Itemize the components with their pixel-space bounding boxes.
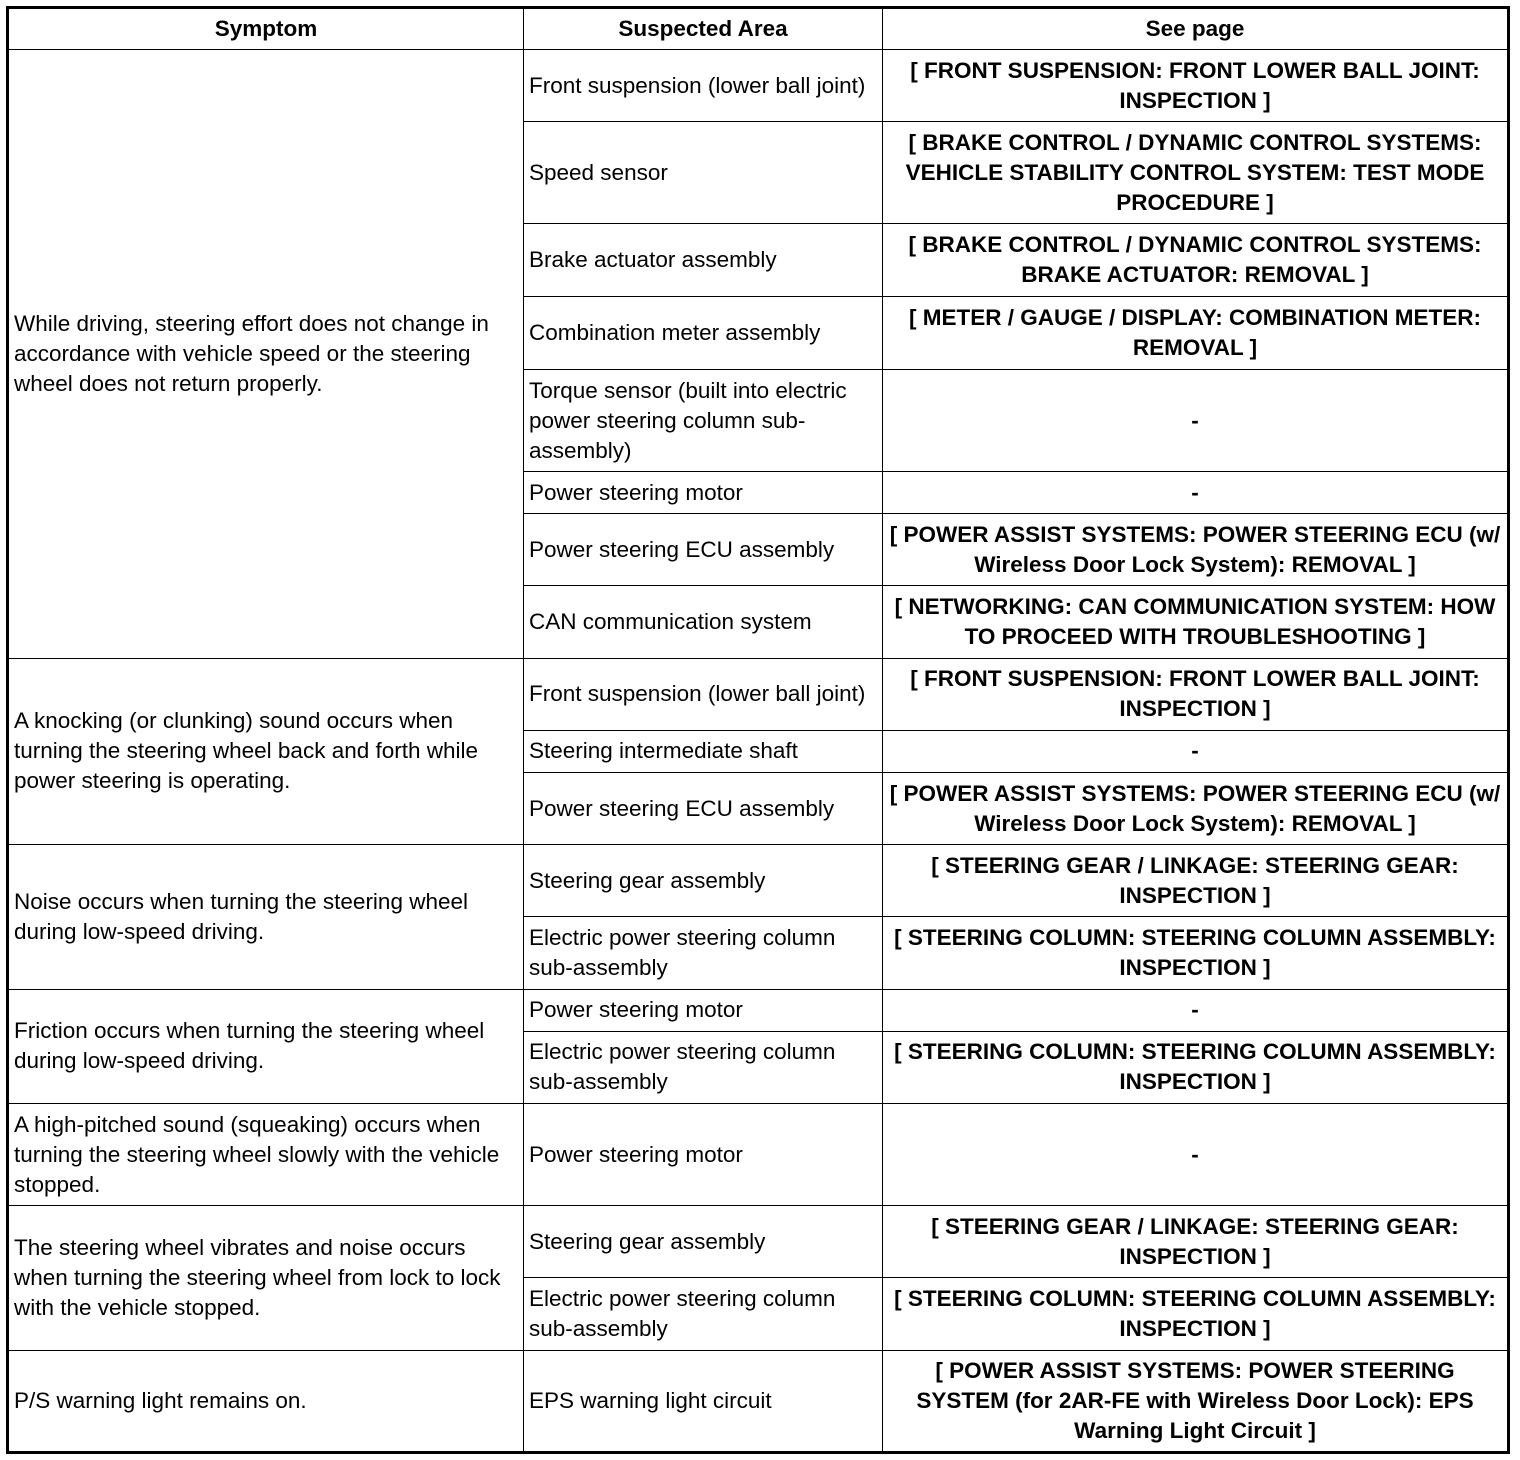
suspected-area-cell: Power steering motor (524, 472, 883, 514)
see-page-cell: - (883, 989, 1509, 1031)
suspected-area-cell: Front suspension (lower ball joint) (524, 658, 883, 730)
see-page-cell: [ STEERING GEAR / LINKAGE: STEERING GEAR: INSPECTION ] (883, 845, 1509, 917)
see-page-cell: [ POWER ASSIST SYSTEMS: POWER STEERING SYSTEM (for 2AR-FE with Wireless Door Lock): EPS Warning Light Circuit ] (883, 1350, 1509, 1452)
suspected-area-cell: Combination meter assembly (524, 296, 883, 369)
suspected-area-cell: Power steering motor (524, 989, 883, 1031)
suspected-area-cell: Speed sensor (524, 122, 883, 224)
symptom-cell: Noise occurs when turning the steering wheel during low-speed driving. (8, 845, 524, 989)
header-see-page: See page (883, 8, 1509, 50)
suspected-area-cell: Power steering ECU assembly (524, 773, 883, 845)
table-row (8, 658, 1509, 730)
header-suspected-area: Suspected Area (524, 8, 883, 50)
see-page-cell: [ STEERING COLUMN: STEERING COLUMN ASSEMBLY: INSPECTION ] (883, 1278, 1509, 1350)
see-page-cell: - (883, 1103, 1509, 1205)
suspected-area-cell: CAN communication system (524, 586, 883, 658)
see-page-cell: [ NETWORKING: CAN COMMUNICATION SYSTEM: HOW TO PROCEED WITH TROUBLESHOOTING ] (883, 586, 1509, 658)
suspected-area-cell: Electric power steering column sub-assembly (524, 1278, 883, 1350)
suspected-area-cell: Steering intermediate shaft (524, 730, 883, 772)
suspected-area-cell: Power steering ECU assembly (524, 514, 883, 586)
see-page-cell: [ POWER ASSIST SYSTEMS: POWER STEERING ECU (w/ Wireless Door Lock System): REMOVAL ] (883, 514, 1509, 586)
see-page-cell: [ POWER ASSIST SYSTEMS: POWER STEERING ECU (w/ Wireless Door Lock System): REMOVAL ] (883, 773, 1509, 845)
suspected-area-cell: Steering gear assembly (524, 1206, 883, 1278)
suspected-area-cell: Electric power steering column sub-assembly (524, 1031, 883, 1103)
header-symptom: Symptom (8, 8, 524, 50)
see-page-cell: - (883, 472, 1509, 514)
see-page-cell: [ BRAKE CONTROL / DYNAMIC CONTROL SYSTEMS: VEHICLE STABILITY CONTROL SYSTEM: TEST MODE PROCEDURE ] (883, 122, 1509, 224)
symptom-cell: P/S warning light remains on. (8, 1350, 524, 1452)
symptom-cell: The steering wheel vibrates and noise occurs when turning the steering wheel from lock to lock with the vehicle stopped. (8, 1206, 524, 1350)
see-page-cell: - (883, 730, 1509, 772)
troubleshooting-table (6, 6, 1510, 1454)
suspected-area-cell: Power steering motor (524, 1103, 883, 1205)
suspected-area-cell: Front suspension (lower ball joint) (524, 50, 883, 122)
see-page-cell: [ METER / GAUGE / DISPLAY: COMBINATION METER: REMOVAL ] (883, 296, 1509, 369)
see-page-cell: [ FRONT SUSPENSION: FRONT LOWER BALL JOINT: INSPECTION ] (883, 50, 1509, 122)
symptom-cell: A knocking (or clunking) sound occurs when turning the steering wheel back and forth while power steering is operating. (8, 658, 524, 845)
suspected-area-cell: Steering gear assembly (524, 845, 883, 917)
suspected-area-cell: Electric power steering column sub-assembly (524, 917, 883, 989)
suspected-area-cell: Brake actuator assembly (524, 224, 883, 296)
header-row (8, 8, 1509, 50)
see-page-cell: [ STEERING GEAR / LINKAGE: STEERING GEAR: INSPECTION ] (883, 1206, 1509, 1278)
suspected-area-cell: Torque sensor (built into electric power steering column sub-assembly) (524, 369, 883, 471)
table-row (8, 989, 1509, 1031)
suspected-area-cell: EPS warning light circuit (524, 1350, 883, 1452)
table-row (8, 1103, 1509, 1205)
see-page-cell: [ STEERING COLUMN: STEERING COLUMN ASSEMBLY: INSPECTION ] (883, 917, 1509, 989)
see-page-cell: - (883, 369, 1509, 471)
see-page-cell: [ BRAKE CONTROL / DYNAMIC CONTROL SYSTEMS: BRAKE ACTUATOR: REMOVAL ] (883, 224, 1509, 296)
see-page-cell: [ FRONT SUSPENSION: FRONT LOWER BALL JOINT: INSPECTION ] (883, 658, 1509, 730)
table-row (8, 50, 1509, 122)
table-row (8, 845, 1509, 917)
table-row (8, 1350, 1509, 1452)
see-page-cell: [ STEERING COLUMN: STEERING COLUMN ASSEMBLY: INSPECTION ] (883, 1031, 1509, 1103)
table-row (8, 1206, 1509, 1278)
symptom-cell: A high-pitched sound (squeaking) occurs when turning the steering wheel slowly with the vehicle stopped. (8, 1103, 524, 1205)
symptom-cell: Friction occurs when turning the steering wheel during low-speed driving. (8, 989, 524, 1103)
symptom-cell: While driving, steering effort does not change in accordance with vehicle speed or the steering wheel does not return properly. (8, 50, 524, 659)
